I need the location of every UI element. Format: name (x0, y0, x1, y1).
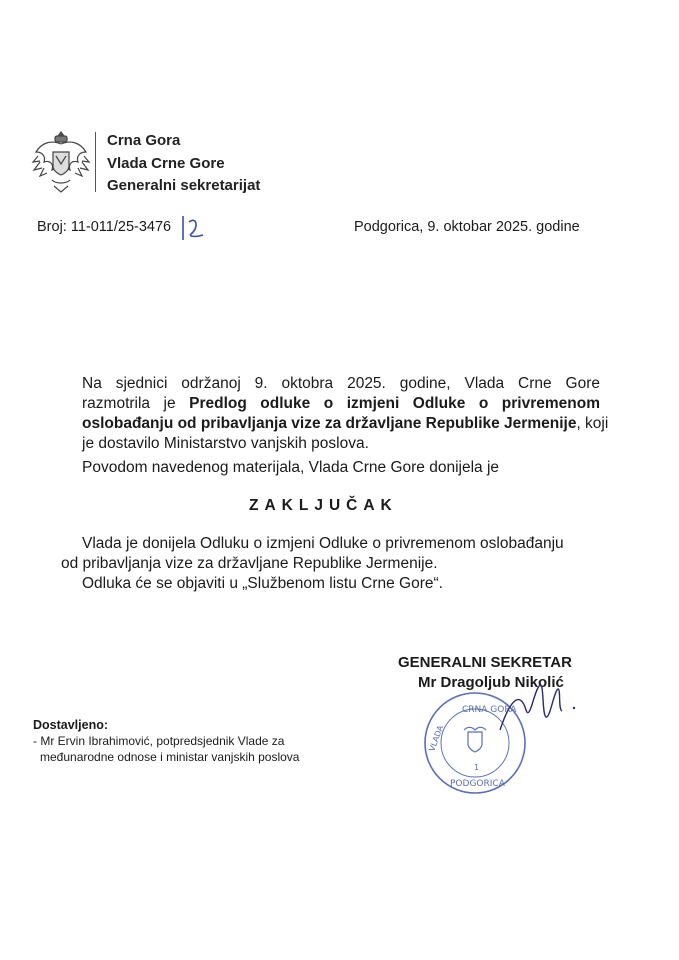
reference-number (37, 219, 171, 235)
handwritten-signature-icon (490, 680, 580, 750)
distribution-recipient-cont: međunarodne odnose i ministar vanjskih poslova (40, 750, 300, 764)
paragraph-line: oslobađanju od pribavljanja vize za državljane Republike Jermenije, koji (82, 415, 609, 432)
signatory-name: Mr Dragoljub Nikolić (418, 674, 564, 691)
seal-number: 1 (474, 763, 480, 772)
header-government: Vlada Crne Gore (107, 155, 225, 172)
distribution-recipient: - Mr Ervin Ibrahimović, potpredsjednik Vlade za (33, 734, 285, 748)
seal-left-text: VLADA (427, 724, 446, 753)
paragraph-line: razmotrila je Predlog odluke o izmjeni Odluke o privremenom (82, 395, 600, 412)
seal-bottom-text: PODGORICA (450, 779, 505, 789)
paragraph-line: Odluka će se objaviti u „Službenom listu Crne Gore“. (82, 575, 443, 592)
conclusion-title: ZAKLJUČAK (249, 497, 398, 514)
header-country: Crna Gora (107, 132, 181, 149)
paragraph-line: Vlada je donijela Odluku o izmjeni Odluke o privremenom oslobađanju (82, 535, 564, 552)
paragraph-intro (82, 374, 609, 454)
paragraph-line: Na sjednici održanoj 9. oktobra 2025. godine, Vlada Crne Gore (82, 375, 600, 392)
header-divider (95, 132, 96, 192)
paragraph-conclusion (61, 534, 600, 594)
document-date: Podgorica, 9. oktobar 2025. godine (354, 219, 580, 235)
signatory-title: GENERALNI SEKRETAR (398, 654, 572, 671)
distribution-title: Dostavljeno: (33, 718, 109, 732)
paragraph-adoption: Povodom navedenog materijala, Vlada Crne Gore donijela je (82, 459, 500, 476)
reference-value: 11-011/25-3476 (70, 219, 172, 235)
paragraph-line: od pribavljanja vize za državljane Republike Jermenije. (61, 555, 438, 572)
montenegro-coat-of-arms-icon (30, 130, 92, 196)
seal-top-text: CRNA GORA (462, 705, 517, 715)
handwritten-mark-icon (181, 214, 211, 242)
header-secretariat: Generalni sekretarijat (107, 177, 261, 194)
reference-label: Broj: (37, 219, 67, 235)
proposal-title-cont: oslobađanju od pribavljanja vize za državljane Republike Jermenije (82, 415, 577, 432)
proposal-title: Predlog odluke o izmjeni Odluke o privremenom (189, 395, 600, 412)
paragraph-line: je dostavilo Ministarstvo vanjskih poslova. (82, 435, 369, 452)
